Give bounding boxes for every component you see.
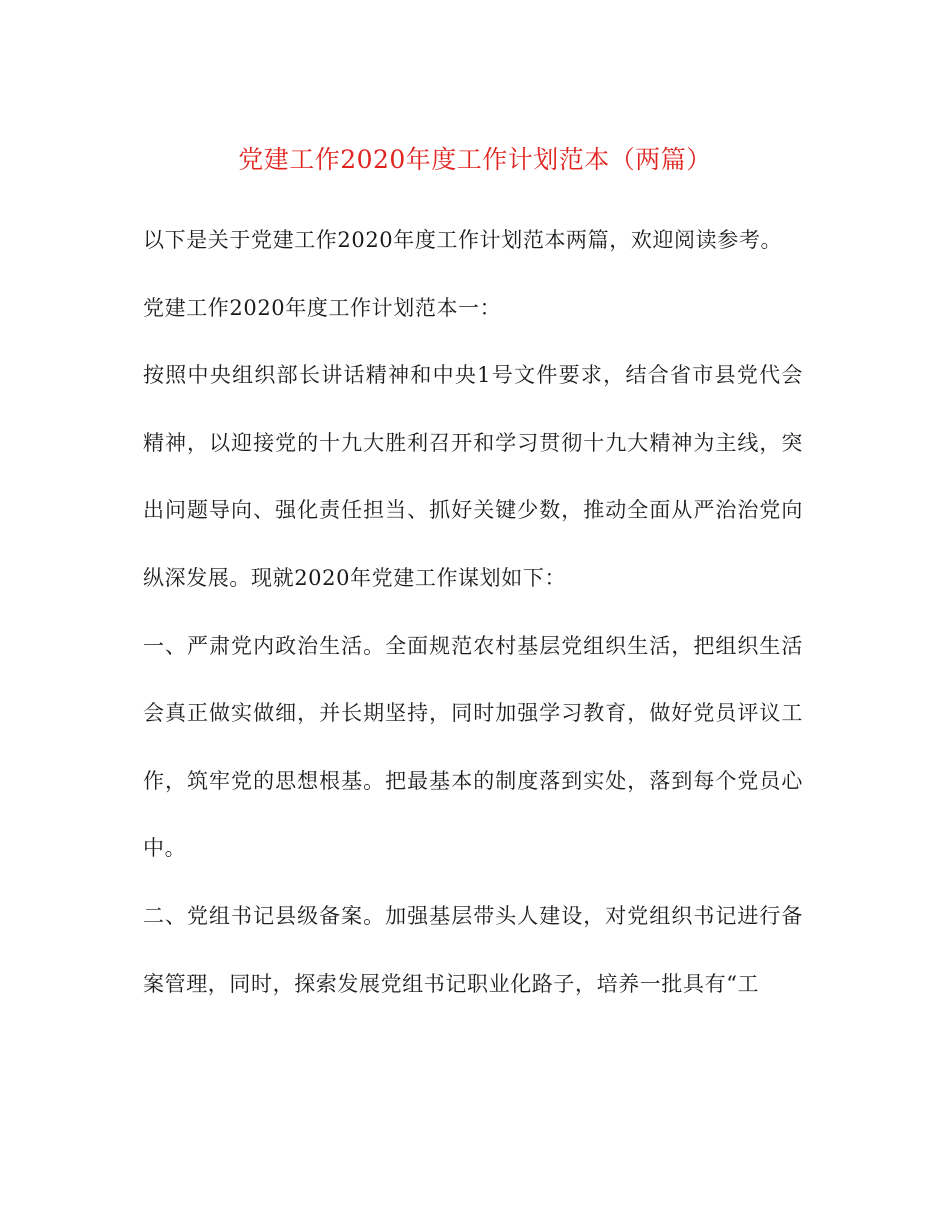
paragraph-line: 按照中央组织部长讲话精神和中央1号文件要求，结合省市县党代会 xyxy=(143,363,803,388)
intro-line: 以下是关于党建工作2020年度工作计划范本两篇，欢迎阅读参考。 xyxy=(143,228,783,252)
paragraph-line: 出问题导向、强化责任担当、抓好关键少数，推动全面从严治治党向 xyxy=(143,498,803,523)
document-body xyxy=(143,227,803,1038)
paragraph-line: 精神，以迎接党的十九大胜利召开和学习贯彻十九大精神为主线，突 xyxy=(143,430,803,455)
paragraph-line: 中。 xyxy=(143,836,187,861)
paragraph-line: 二、党组书记县级备案。加强基层带头人建设，对党组织书记进行备 xyxy=(143,903,803,928)
paragraph-line: 作，筑牢党的思想根基。把最基本的制度落到实处，落到每个党员心 xyxy=(143,768,803,793)
document-title: 党建工作2020年度工作计划范本（两篇） xyxy=(238,145,712,174)
paragraph-line: 会真正做实做细，并长期坚持，同时加强学习教育，做好党员评议工 xyxy=(143,701,803,726)
paragraph-line: 一、严肃党内政治生活。全面规范农村基层党组织生活，把组织生活 xyxy=(143,633,803,658)
paragraph-line: 纵深发展。现就2020年党建工作谋划如下： xyxy=(143,565,567,590)
paragraph-line: 案管理，同时，探索发展党组书记职业化路子，培养一批具有“工 xyxy=(143,971,760,996)
section-heading: 党建工作2020年度工作计划范本一： xyxy=(143,295,502,320)
